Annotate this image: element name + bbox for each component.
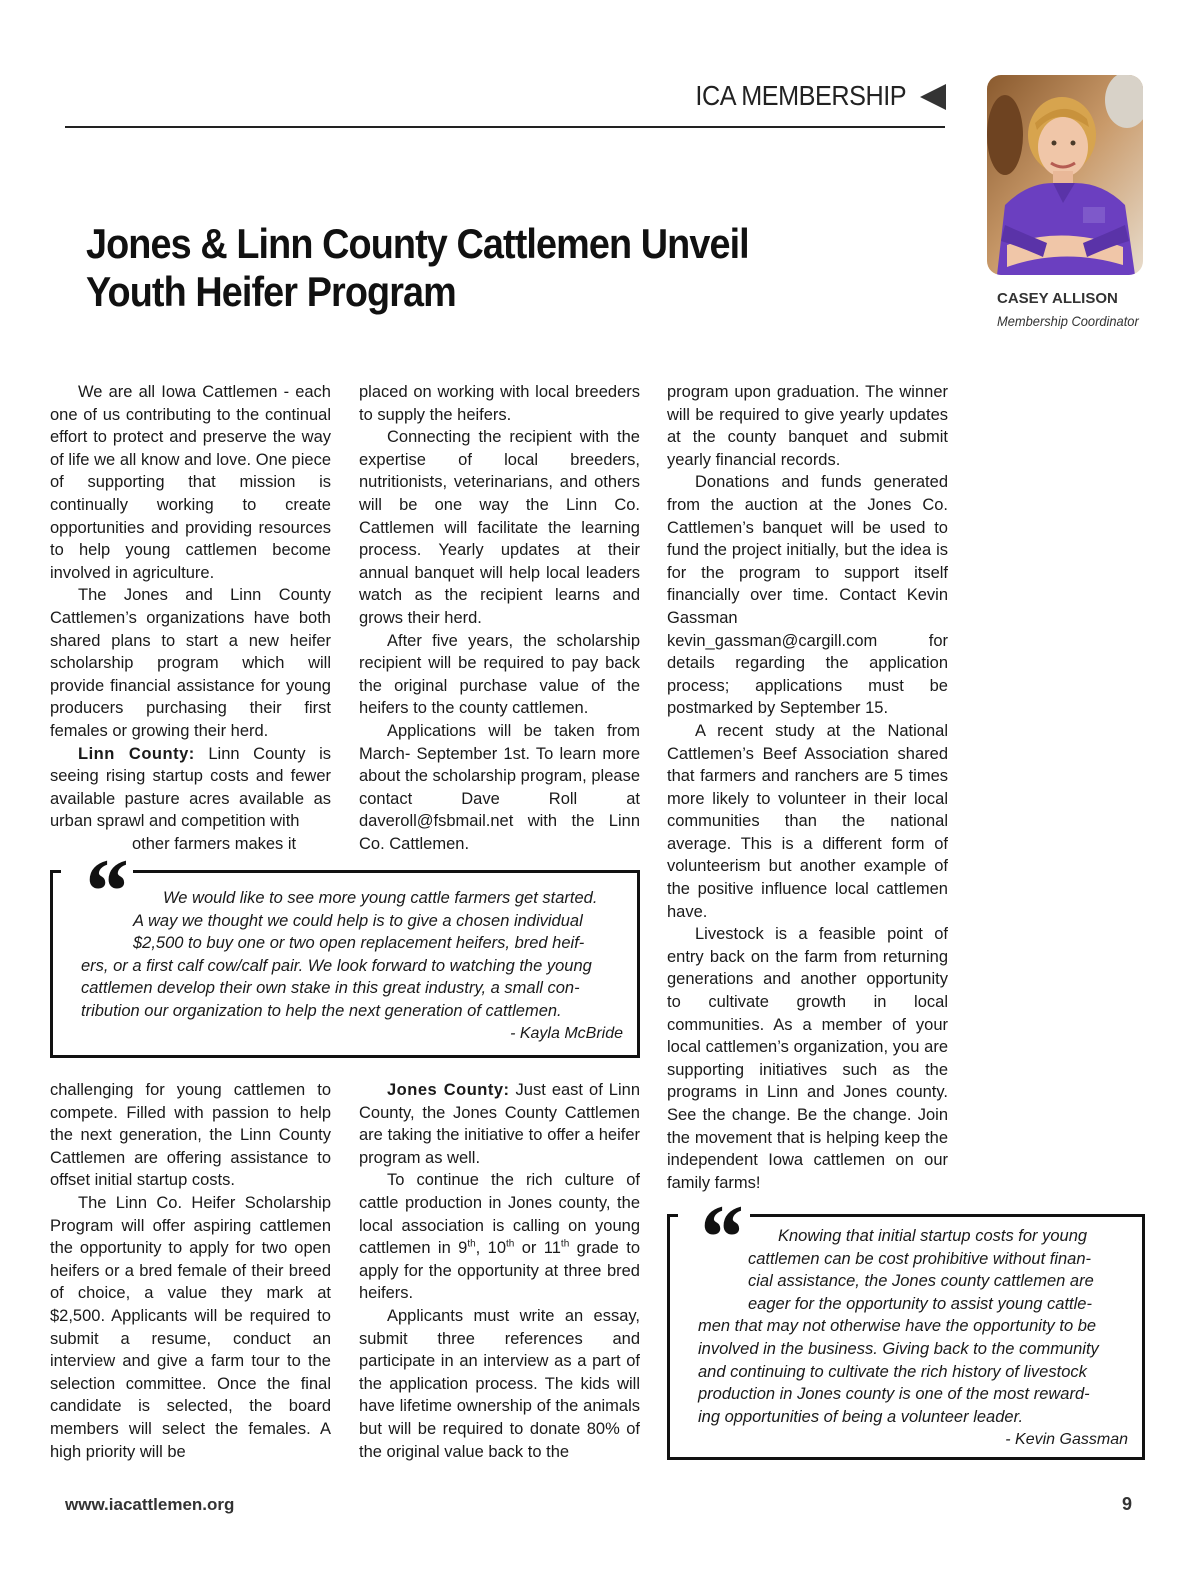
quote-attribution: - Kevin Gassman bbox=[1005, 1431, 1128, 1448]
paragraph: challenging for young cattlemen to compete. Filled with passion to help the next generation, the Linn County Cattlemen are offering assistance to offset initial startup costs. bbox=[50, 1081, 331, 1190]
quote-text bbox=[81, 887, 621, 1023]
quote-line: involved in the business. Giving back to the community bbox=[698, 1339, 1099, 1358]
paragraph: program upon graduation. The winner will be required to give yearly updates at the county banquet and submit yearly financial records. bbox=[667, 383, 948, 469]
quote-line: tribution our organization to help the next generation of cattlemen. bbox=[81, 1001, 562, 1020]
section-arrow-icon bbox=[920, 84, 946, 110]
column-2-bottom bbox=[359, 1079, 640, 1463]
paragraph: A recent study at the National Cattlemen’s Beef Association shared that farmers and ranchers are 5 times more likely to volunteer in their local communities than the national average. This is a different form of volunteerism but another example of the positive influence local cattlemen have. bbox=[667, 721, 948, 921]
superscript: th bbox=[467, 1238, 476, 1250]
quote-line: production in Jones county is one of the most reward- bbox=[698, 1385, 1090, 1404]
quote-line: ing opportunities of being a volunteer leader. bbox=[698, 1407, 1024, 1426]
paragraph: placed on working with local breeders to supply the heifers. bbox=[359, 383, 640, 424]
paragraph: Applications will be taken from March- September 1st. To learn more about the scholarship program, please contact Dave Roll at daveroll@fsbmail.net with the Linn Co. Cattlemen. bbox=[359, 721, 640, 853]
quote-line: A way we thought we could help is to give a chosen individual bbox=[133, 911, 583, 930]
paragraph bbox=[359, 1079, 640, 1169]
linn-county-heading: Linn County: bbox=[78, 744, 195, 763]
paragraph-hang: other farmers makes it bbox=[132, 834, 297, 853]
quote-text bbox=[698, 1225, 1126, 1428]
quote-line: and continuing to cultivate the rich history of livestock bbox=[698, 1362, 1087, 1381]
paragraph: We are all Iowa Cattlemen - each one of us contributing to the continual effort to protect and preserve the way of life we all know and love. One piece of supporting that mission is continually working to create opportunities and providing resources to help young cattlemen become involved in agriculture. bbox=[50, 383, 331, 582]
paragraph: Livestock is a feasible point of entry back on the farm from returning generations and another opportunity to cultivate growth in local communities. As a member of your local cattlemen’s organization, you are supporting initiatives such as the programs in Linn and Jones county. See the change. Be the change. Join the movement that is helping keep the independent Iowa cattlemen on our family farms! bbox=[667, 925, 948, 1192]
column-2-top bbox=[359, 381, 640, 855]
quote-line: ers, or a first calf cow/calf pair. We look forward to watching the young bbox=[81, 956, 592, 975]
quote-mark-icon: “ bbox=[81, 840, 127, 942]
quote-line: cial assistance, the Jones county cattlemen are bbox=[748, 1272, 1094, 1291]
title-line-1: Jones & Linn County Cattlemen Unveil bbox=[86, 220, 749, 267]
quote-line: cattlemen can be cost prohibitive without finan- bbox=[748, 1249, 1092, 1268]
quote-line: men that may not otherwise have the opportunity to be bbox=[698, 1317, 1097, 1336]
paragraph: After five years, the scholarship recipient will be required to pay back the original purchase value of the heifers to the county cattlemen. bbox=[359, 631, 640, 718]
column-1-top bbox=[50, 381, 331, 855]
quote-line: cattlemen develop their own stake in this great industry, a small con- bbox=[81, 979, 580, 998]
quote-line: eager for the opportunity to assist young cattle- bbox=[748, 1294, 1092, 1313]
paragraph bbox=[359, 1169, 640, 1305]
quote-attribution: - Kayla McBride bbox=[510, 1025, 623, 1042]
quote-line: Knowing that initial startup costs for young bbox=[778, 1227, 1088, 1245]
column-3 bbox=[667, 381, 948, 1194]
column-1-bottom bbox=[50, 1079, 331, 1463]
paragraph bbox=[50, 743, 331, 833]
pull-quote-gassman bbox=[667, 1186, 1145, 1460]
paragraph-text: Just east of Linn County, the Jones County Cattlemen are taking the initiative to offer a heifer program as well. bbox=[359, 1081, 640, 1167]
author-role: Membership Coordinator bbox=[997, 313, 1139, 329]
paragraph-text: To continue the rich culture of cattle production in Jones county, the local association is calling on young cattlemen in 9 bbox=[359, 1171, 640, 1258]
paragraph-text: , 10 bbox=[475, 1239, 506, 1258]
paragraph: Connecting the recipient with the expertise of local breeders, nutritionists, veterinarians, and others will be one way the Linn Co. Cattlemen will facilitate the learning process. Yearly updates at their annual banquet will help local leaders watch as the recipient learns and grows their herd. bbox=[359, 428, 640, 627]
header-rule bbox=[65, 126, 945, 128]
author-portrait-icon bbox=[987, 75, 1143, 275]
paragraph-text: or 11 bbox=[514, 1239, 561, 1258]
page-number: 9 bbox=[1122, 1494, 1133, 1514]
quote-mark-icon: “ bbox=[696, 1186, 742, 1288]
superscript: th bbox=[506, 1238, 515, 1250]
superscript: th bbox=[560, 1238, 570, 1250]
author-photo bbox=[987, 75, 1143, 275]
quote-line: $2,500 to buy one or two open replacement heifers, bred heif- bbox=[133, 934, 585, 953]
title-line-2: Youth Heifer Program bbox=[86, 268, 456, 315]
author-name: CASEY ALLISON bbox=[997, 290, 1118, 307]
article-title bbox=[86, 220, 860, 316]
paragraph: Donations and funds generated from the auction at the Jones Co. Cattlemen’s banquet will be used to fund the project initially, but the idea is for the program to support itself financially over time. Contact Kevin Gassman kevin_gassman@cargill.com for details regarding the application process; applications must be postmarked by September 15. bbox=[667, 473, 948, 718]
quote-line: We would like to see more young cattle farmers get started. bbox=[163, 889, 598, 907]
paragraph: The Linn Co. Heifer Scholarship Program will offer aspiring cattlemen the opportunity to apply for two open heifers or a bred female of their breed of choice, a value they mark at $2,500. Applicants will be required to submit a resume, conduct an interview and give a farm tour to the selection committee. Once the final candidate is selected, the board members will select the females. A high priority will be bbox=[50, 1193, 331, 1461]
jones-county-heading: Jones County: bbox=[387, 1081, 510, 1099]
paragraph-text: Linn County is seeing rising startup costs and fewer available pasture acres available as urban sprawl and competition with bbox=[50, 744, 331, 831]
paragraph-text: grade to apply for the opportunity at three bred heifers. bbox=[359, 1239, 640, 1303]
footer-website-link[interactable]: www.iacattlemen.org bbox=[65, 1495, 235, 1514]
paragraph: The Jones and Linn County Cattlemen’s organizations have both shared plans to start a new heifer scholarship program which will provide financial assistance for young producers purchasing their first females or growing their herd. bbox=[50, 586, 331, 740]
paragraph: Applicants must write an essay, submit three references and participate in an interview as a part of the application process. The kids will have lifetime ownership of the animals but will be required to donate 80% of the original value back to the bbox=[359, 1306, 640, 1461]
section-label: ICA MEMBERSHIP bbox=[695, 80, 906, 111]
